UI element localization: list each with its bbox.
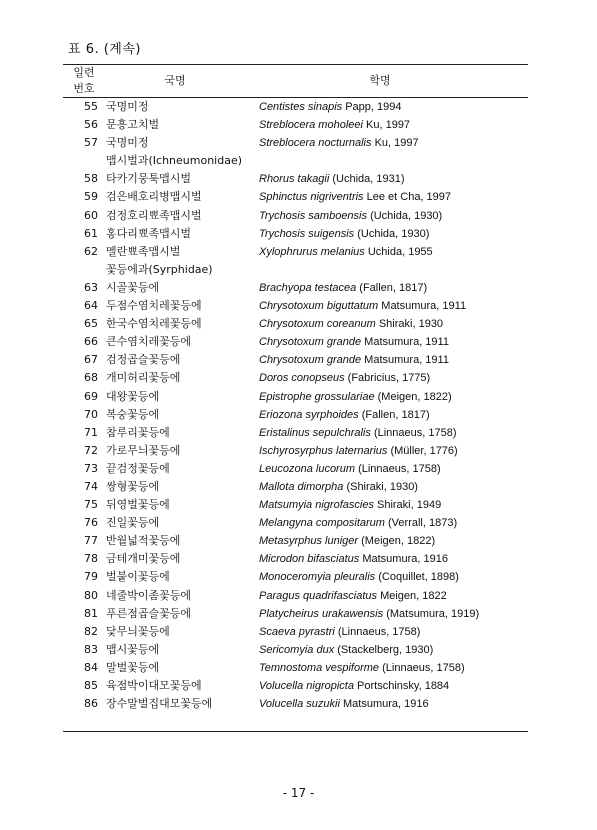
- korean-name: 검정호리뾰족맵시벌: [106, 208, 202, 222]
- scientific-name: [259, 568, 459, 586]
- scientific-name: [259, 225, 429, 243]
- serial-number: 60: [84, 208, 98, 222]
- table-row: [63, 677, 528, 695]
- author-citation: (Stackelberg, 1930): [337, 643, 434, 656]
- scientific-name: [259, 98, 402, 116]
- species-name: Paragus quadrifasciatus: [259, 589, 378, 602]
- korean-name: 말벌꽃등에: [106, 660, 160, 674]
- table-top-rule: [63, 64, 528, 65]
- scientific-name: [259, 623, 420, 641]
- serial-number: 56: [84, 118, 98, 132]
- author-citation: (Meigen, 1822): [377, 390, 452, 403]
- author-citation: Uchida, 1955: [367, 245, 433, 258]
- table-row: [63, 207, 528, 225]
- korean-name: 국명미정: [106, 100, 149, 113]
- header-serial-line1: 일련: [73, 66, 95, 79]
- scientific-name: [259, 605, 479, 623]
- author-citation: (Fallen, 1817): [361, 408, 430, 421]
- author-citation: (Uchida, 1931): [332, 173, 405, 186]
- author-citation: Shiraki, 1949: [377, 499, 442, 512]
- species-name: Trychosis suigensis: [259, 227, 355, 240]
- species-name: Trychosis samboensis: [259, 209, 367, 222]
- serial-number: 82: [84, 624, 98, 638]
- scientific-name: [259, 550, 448, 568]
- korean-name: 문흥고치벌: [106, 118, 160, 132]
- korean-name: 뒤영벌꽃등에: [106, 498, 170, 512]
- species-name: Doros conopseus: [259, 372, 345, 385]
- korean-name: 복숭꽃등에: [106, 407, 160, 421]
- species-name: Metasyrphus luniger: [259, 535, 359, 548]
- serial-number: 65: [84, 317, 98, 331]
- korean-name: 한국수염치레꽃등에: [106, 317, 202, 331]
- scientific-name: [259, 478, 418, 496]
- table-row: [63, 641, 528, 659]
- korean-name: 검은배호리병맵시벌: [106, 190, 202, 204]
- author-citation: Papp, 1994: [345, 101, 402, 113]
- author-citation: (Linnaeus, 1758): [337, 625, 421, 638]
- species-name: Chrysotoxum coreanum: [259, 318, 376, 331]
- scientific-name: [259, 532, 435, 550]
- scientific-name: [259, 207, 442, 225]
- korean-name: 시골꽃등에: [106, 280, 160, 294]
- serial-number: 81: [84, 606, 98, 620]
- serial-number: 83: [84, 642, 98, 656]
- table-row: [63, 351, 528, 369]
- scientific-name: [259, 188, 451, 206]
- author-citation: (Meigen, 1822): [361, 535, 436, 548]
- species-name: Chrysotoxum grande: [259, 336, 362, 349]
- species-name: Leucozona lucorum: [259, 462, 356, 475]
- serial-number: 61: [84, 226, 98, 240]
- korean-name: 두점수염치레꽃등에: [106, 299, 202, 313]
- table-row: [63, 116, 528, 134]
- author-citation: Matsumura, 1911: [381, 300, 467, 313]
- scientific-name: [259, 388, 452, 406]
- serial-number: 68: [84, 371, 98, 385]
- serial-number: 84: [84, 660, 98, 674]
- korean-name: 반월넓적꽃등에: [106, 534, 181, 548]
- serial-number: 71: [84, 425, 98, 439]
- serial-number: 77: [84, 534, 98, 548]
- scientific-name: [259, 587, 447, 605]
- scientific-name: [259, 170, 405, 188]
- table-row: [63, 550, 528, 568]
- korean-name: 닻무늬꽃등에: [106, 624, 170, 638]
- korean-name: 끝검정꽃등에: [106, 461, 170, 475]
- species-name: Volucella suzukii: [259, 698, 340, 711]
- species-name: Melangyna compositarum: [259, 517, 385, 530]
- table-row: [63, 188, 528, 206]
- species-name: Sphinctus nigriventris: [259, 191, 364, 204]
- author-citation: Matsumura, 1911: [364, 354, 449, 367]
- species-name: Eristalinus sepulchralis: [259, 426, 371, 439]
- serial-number: 73: [84, 461, 98, 475]
- table-caption: 표 6. (계속): [68, 42, 141, 57]
- korean-name: 벌붙이꽃등에: [106, 570, 170, 584]
- table-body: [63, 98, 528, 713]
- species-name: Platycheirus urakawensis: [259, 607, 384, 620]
- header-korean-name: 국명: [164, 74, 186, 87]
- table-row: [63, 568, 528, 586]
- species-name: Streblocera nocturnalis: [259, 137, 372, 150]
- author-citation: (Uchida, 1930): [370, 209, 443, 222]
- serial-number: 75: [84, 498, 98, 512]
- serial-number: 76: [84, 516, 98, 530]
- scientific-name: [259, 460, 441, 478]
- author-citation: (Uchida, 1930): [357, 227, 430, 240]
- author-citation: (Linnaeus, 1758): [358, 462, 441, 475]
- korean-name: 육점박이대모꽃등에: [106, 679, 202, 692]
- korean-name: 진일꽃등에: [106, 516, 160, 530]
- author-citation: (Matsumura, 1919): [386, 607, 480, 620]
- serial-number: 59: [84, 190, 98, 204]
- author-citation: (Fallen, 1817): [359, 281, 428, 294]
- table-row: [63, 587, 528, 605]
- author-citation: (Coquillet, 1898): [378, 571, 459, 584]
- author-citation: Ku, 1997: [366, 119, 411, 132]
- species-name: Matsumyia nigrofascies: [259, 499, 374, 512]
- scientific-name: [259, 659, 465, 677]
- table-row: [63, 225, 528, 243]
- table-row: [63, 98, 528, 116]
- serial-number: 67: [84, 353, 98, 367]
- author-citation: (Linnaeus, 1758): [382, 661, 465, 674]
- scientific-name: [259, 442, 458, 460]
- species-name: Brachyopa testacea: [259, 281, 357, 294]
- serial-number: 69: [84, 389, 98, 403]
- scientific-name: [259, 677, 449, 695]
- scientific-name: [259, 134, 419, 152]
- korean-name: 검정곱슬꽃등에: [106, 353, 181, 367]
- scientific-name: [259, 424, 457, 442]
- species-name: Chrysotoxum biguttatum: [259, 300, 379, 313]
- serial-number: 64: [84, 299, 98, 313]
- table-row: [63, 605, 528, 623]
- table-row: [63, 442, 528, 460]
- species-name: Ischyrosyrphus laternarius: [259, 444, 388, 457]
- table-row: [63, 369, 528, 387]
- species-name: Rhorus takagii: [259, 173, 330, 186]
- table-row: [63, 243, 528, 261]
- scientific-name: [259, 116, 410, 134]
- korean-name: 멜란뾰족맵시벌: [106, 244, 181, 258]
- table-row: [63, 297, 528, 315]
- species-name: Chrysotoxum grande: [259, 354, 362, 367]
- table-row: [63, 279, 528, 297]
- serial-number: 78: [84, 552, 98, 566]
- korean-name: 맵시꽃등에: [106, 642, 160, 656]
- korean-name: 푸른점곱슬꽃등에: [106, 606, 192, 620]
- scientific-name: [259, 369, 430, 387]
- author-citation: Ku, 1997: [374, 137, 419, 150]
- species-name: Centistes sinapis: [259, 101, 343, 113]
- species-name: Scaeva pyrastri: [259, 625, 335, 638]
- scientific-name: [259, 315, 443, 333]
- scientific-name: [259, 279, 427, 297]
- table-row: [63, 460, 528, 478]
- table-bottom-rule: [63, 731, 528, 732]
- korean-name: 맵시벌과(Ichneumonidae): [106, 154, 243, 168]
- korean-name: 꽃등에과(Syrphidae): [106, 262, 213, 276]
- scientific-name: [259, 297, 466, 315]
- author-citation: (Linnaeus, 1758): [373, 426, 457, 439]
- korean-name: 타카기뭉툭맵시벌: [106, 172, 192, 186]
- author-citation: (Müller, 1776): [390, 444, 458, 457]
- author-citation: (Verrall, 1873): [388, 517, 458, 530]
- korean-name: 개미허리꽃등에: [106, 371, 181, 385]
- serial-number: 57: [84, 136, 98, 150]
- scientific-name: [259, 243, 433, 261]
- species-name: Streblocera moholeei: [259, 119, 363, 132]
- table-row: [63, 170, 528, 188]
- scientific-name: [259, 406, 430, 424]
- scientific-name: [259, 333, 449, 351]
- table-row: [63, 514, 528, 532]
- author-citation: (Fabricius, 1775): [347, 372, 431, 385]
- serial-number: 85: [84, 679, 98, 692]
- serial-number: 72: [84, 443, 98, 457]
- header-serial-line2: 번호: [73, 82, 95, 95]
- serial-number: 86: [84, 697, 98, 711]
- species-name: Xylophrurus melanius: [259, 245, 365, 258]
- table-row: [63, 315, 528, 333]
- serial-number: 58: [84, 172, 98, 186]
- korean-name: 가로무늬꽃등에: [106, 443, 181, 457]
- table-row: [63, 134, 528, 152]
- korean-name: 대왕꽃등에: [106, 389, 160, 403]
- header-scientific-name: 학명: [369, 74, 391, 87]
- author-citation: Matsumura, 1916: [362, 553, 448, 566]
- species-name: Epistrophe grossulariae: [259, 390, 375, 403]
- table-row: [63, 406, 528, 424]
- author-citation: (Shiraki, 1930): [346, 480, 418, 493]
- korean-name: 장수말벌집대모꽃등에: [106, 697, 213, 711]
- scientific-name: [259, 641, 433, 659]
- table-row: [63, 388, 528, 406]
- author-citation: Shiraki, 1930: [378, 318, 444, 331]
- serial-number: 79: [84, 570, 98, 584]
- scientific-name: [259, 695, 429, 713]
- table-row: [63, 424, 528, 442]
- species-name: Eriozona syrphoides: [259, 408, 359, 421]
- serial-number: 63: [84, 280, 98, 294]
- author-citation: Lee et Cha, 1997: [366, 191, 452, 204]
- page-number: - 17 -: [282, 786, 315, 800]
- korean-name: 홍다리뾰족맵시벌: [106, 226, 192, 240]
- scientific-name: [259, 351, 449, 369]
- scientific-name: [259, 514, 457, 532]
- species-name: Mallota dimorpha: [259, 480, 344, 493]
- author-citation: Matsumura, 1911: [364, 336, 449, 349]
- table-row: [63, 659, 528, 677]
- korean-name: 국명미정: [106, 136, 149, 150]
- korean-name: 참루리꽃등에: [106, 425, 170, 439]
- species-name: Monoceromyia pleuralis: [259, 571, 376, 584]
- species-name: Volucella nigropicta: [259, 680, 354, 692]
- family-heading-row: [63, 152, 528, 170]
- table-row: [63, 532, 528, 550]
- species-name: Temnostoma vespiforme: [259, 661, 380, 674]
- korean-name: 금테개미꽃등에: [106, 552, 181, 566]
- table-row: [63, 333, 528, 351]
- header-serial-number: [63, 65, 105, 97]
- author-citation: Meigen, 1822: [380, 589, 447, 602]
- serial-number: 62: [84, 244, 98, 258]
- serial-number: 66: [84, 335, 98, 349]
- table-row: [63, 623, 528, 641]
- author-citation: Portschinsky, 1884: [357, 680, 450, 692]
- species-name: Sericomyia dux: [259, 643, 335, 656]
- table-row: [63, 496, 528, 514]
- author-citation: Matsumura, 1916: [342, 698, 429, 711]
- korean-name: 쌍형꽃등에: [106, 479, 160, 493]
- serial-number: 74: [84, 479, 98, 493]
- korean-name: 큰수염치레꽃등에: [106, 335, 192, 349]
- serial-number: 80: [84, 588, 98, 602]
- serial-number: 70: [84, 407, 98, 421]
- scientific-name: [259, 496, 441, 514]
- family-heading-row: [63, 261, 528, 279]
- table-row: [63, 478, 528, 496]
- korean-name: 네줄박이좀꽃등에: [106, 588, 192, 602]
- serial-number: 55: [84, 100, 98, 113]
- species-name: Microdon bifasciatus: [259, 553, 360, 566]
- table-row: [63, 695, 528, 713]
